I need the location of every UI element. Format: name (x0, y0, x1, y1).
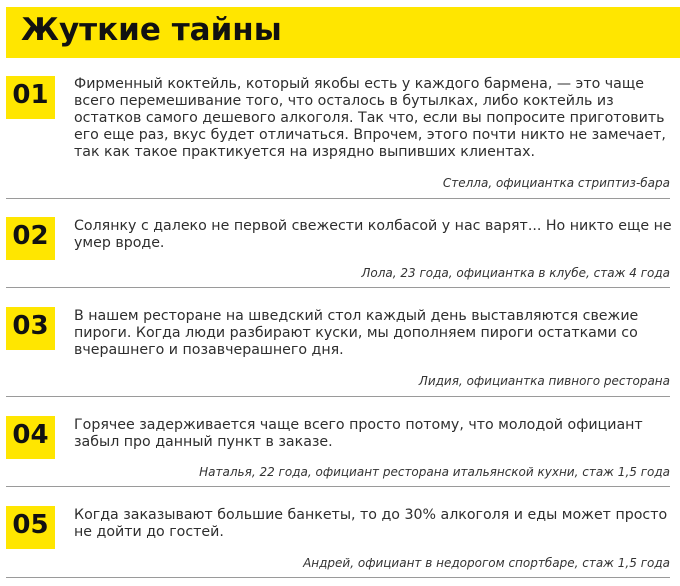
badge-number: 05 (12, 510, 49, 540)
number-badge (6, 307, 55, 350)
page-title: Жуткие тайны (21, 12, 282, 48)
badge-number: 03 (12, 311, 49, 341)
badge-number: 01 (12, 80, 49, 110)
entry-author: Стелла, официантка стриптиз-бара (442, 176, 670, 190)
divider (6, 396, 670, 397)
badge-number: 04 (12, 420, 49, 450)
number-badge (6, 416, 55, 459)
entry-author: Андрей, официант в недорогом спортбаре, стаж 1,5 года (303, 556, 670, 570)
number-badge (6, 506, 55, 549)
entry-text: Когда заказывают большие банкеты, то до 30% алкоголя и еды может просто не дойти до гостей. (74, 507, 668, 540)
entry-text: Фирменный коктейль, который якобы есть у каждого бармена, — это чаще всего перемешивание того, что осталось в бутылках, либо коктейль из остатков самого дешевого алкоголя. Так что, если вы попросите приготовить его еще раз, вкус будет отличаться. Впрочем, этого почти никто не замечает, так как такое практикуется на изрядно выпивших клиентах. (74, 76, 666, 160)
divider (6, 486, 670, 487)
entry-author: Лола, 23 года, официантка в клубе, стаж 4 года (361, 266, 670, 280)
divider (6, 198, 670, 199)
badge-number: 02 (12, 221, 49, 251)
entry-author: Наталья, 22 года, официант ресторана итальянской кухни, стаж 1,5 года (199, 465, 670, 479)
entry-author: Лидия, официантка пивного ресторана (418, 374, 670, 388)
divider (6, 287, 670, 288)
entry-text: В нашем ресторане на шведский стол каждый день выставляются свежие пироги. Когда люди разбирают куски, мы дополняем пироги остатками со вчерашнего и позавчерашнего дня. (74, 308, 639, 358)
entry-text: Солянку с далеко не первой свежести колбасой у нас варят... Но никто еще не умер вроде. (74, 218, 672, 251)
number-badge (6, 217, 55, 260)
title-bar (6, 7, 680, 58)
number-badge (6, 76, 55, 119)
entry-text: Горячее задерживается чаще всего просто потому, что молодой официант забыл про данный пункт в заказе. (74, 417, 643, 450)
divider (6, 577, 670, 578)
